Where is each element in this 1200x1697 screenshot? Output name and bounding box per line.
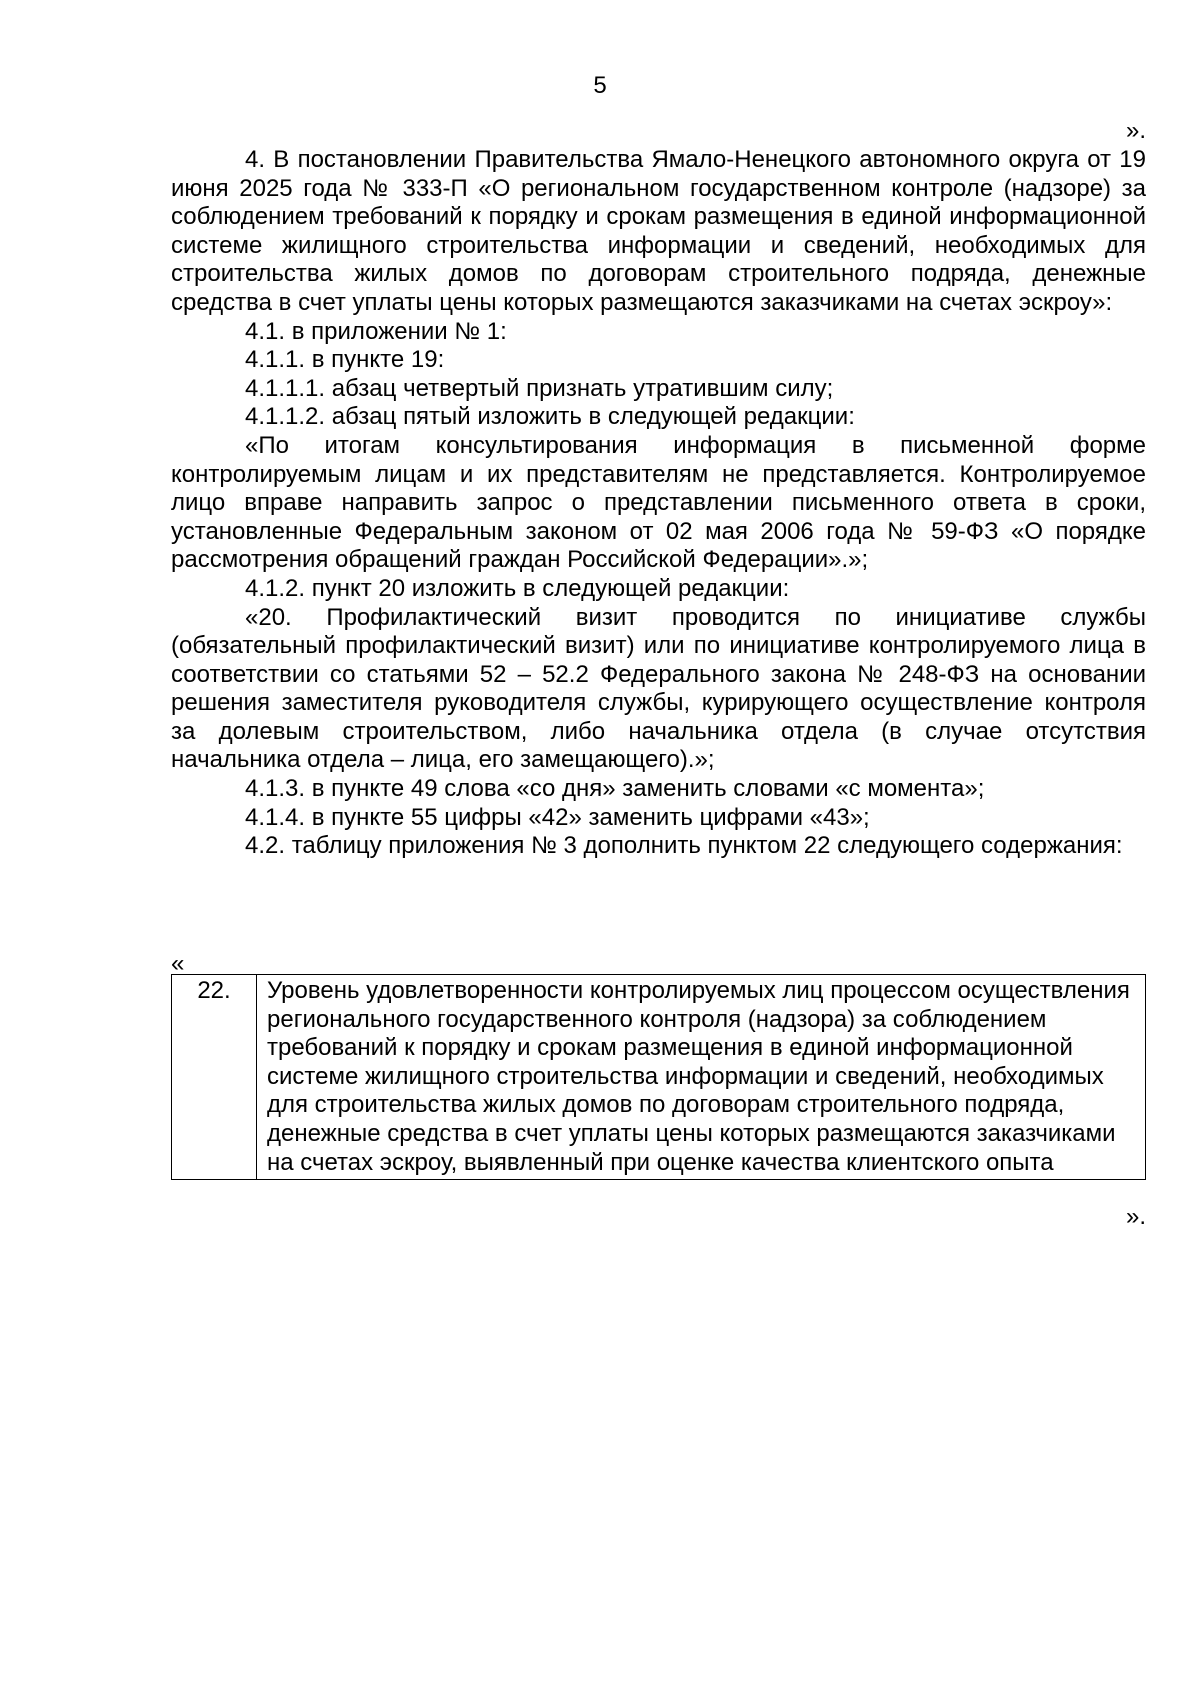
- paragraph-4-2: 4.2. таблицу приложения № 3 дополнить пунктом 22 следующего содержания:: [245, 832, 1123, 860]
- body-text: [171, 146, 1146, 861]
- table-cell-text: Уровень удовлетворенности контролируемых лиц процессом осуществления регионального государственного контроля (надзора) за соблюдением требований к порядку и срокам размещения в единой информационной системе жилищного строительства информации и сведений, необходимых для строительства жилых домов по договорам строительного подряда, денежные средства в счет уплаты цены которых размещаются заказчиками на счетах эскроу, выявленный при оценке качества клиентского опыта: [257, 975, 1146, 1180]
- paragraph-4: 4. В постановлении Правительства Ямало-Ненецкого автономного округа от 19 июня 2025 года № 333-П «О региональном государственном контроле (надзоре) за соблюдением требований к порядку и срокам размещения в единой информационной системе жилищного строительства информации и сведений, необходимых для строительства жилых домов по договорам строительного подряда, денежные средства в счет уплаты цены которых размещаются заказчиками на счетах эскроу»:: [171, 146, 1146, 316]
- opening-quote: «: [171, 950, 185, 977]
- table-cell-number: 22.: [172, 975, 257, 1180]
- paragraph-quote-visit: «20. Профилактический визит проводится по инициативе службы (обязательный профилактический визит) или по инициативе контролируемого лица в соответствии со статьями 52 – 52.2 Федерального закона № 248-ФЗ на основании решения заместителя руководителя службы, курирующего осуществление контроля за долевым строительством, либо начальника отдела (в случае отсутствия начальника отдела – лица, его замещающего).»;: [171, 603, 1146, 774]
- paragraph-4-1-1-1: 4.1.1.1. абзац четвертый признать утратившим силу;: [245, 374, 834, 402]
- page-number: 5: [593, 72, 607, 99]
- paragraph-4-1-3: 4.1.3. в пункте 49 слова «со дня» заменить словами «с момента»;: [245, 775, 985, 803]
- paragraph-4-1: 4.1. в приложении № 1:: [245, 317, 507, 345]
- paragraph-4-1-2: 4.1.2. пункт 20 изложить в следующей редакции:: [245, 574, 790, 602]
- amendment-table: [171, 974, 1146, 1180]
- paragraph-4-1-4: 4.1.4. в пункте 55 цифры «42» заменить цифрами «43»;: [245, 803, 870, 831]
- paragraph-4-1-1: 4.1.1. в пункте 19:: [245, 346, 445, 374]
- paragraph-4-1-1-2: 4.1.1.2. абзац пятый изложить в следующей редакции:: [245, 403, 855, 431]
- closing-quote-bottom: ».: [1125, 1203, 1146, 1230]
- closing-quote-top: ».: [1125, 117, 1146, 144]
- paragraph-quote-consultation: «По итогам консультирования информация в письменной форме контролируемым лицам и их представителям не представляется. Контролируемое лицо вправе направить запрос о представлении письменного ответа в сроки, установленные Федеральным законом от 02 мая 2006 года № 59-ФЗ «О порядке рассмотрения обращений граждан Российской Федерации».»;: [171, 431, 1146, 574]
- table-row: [172, 975, 1146, 1180]
